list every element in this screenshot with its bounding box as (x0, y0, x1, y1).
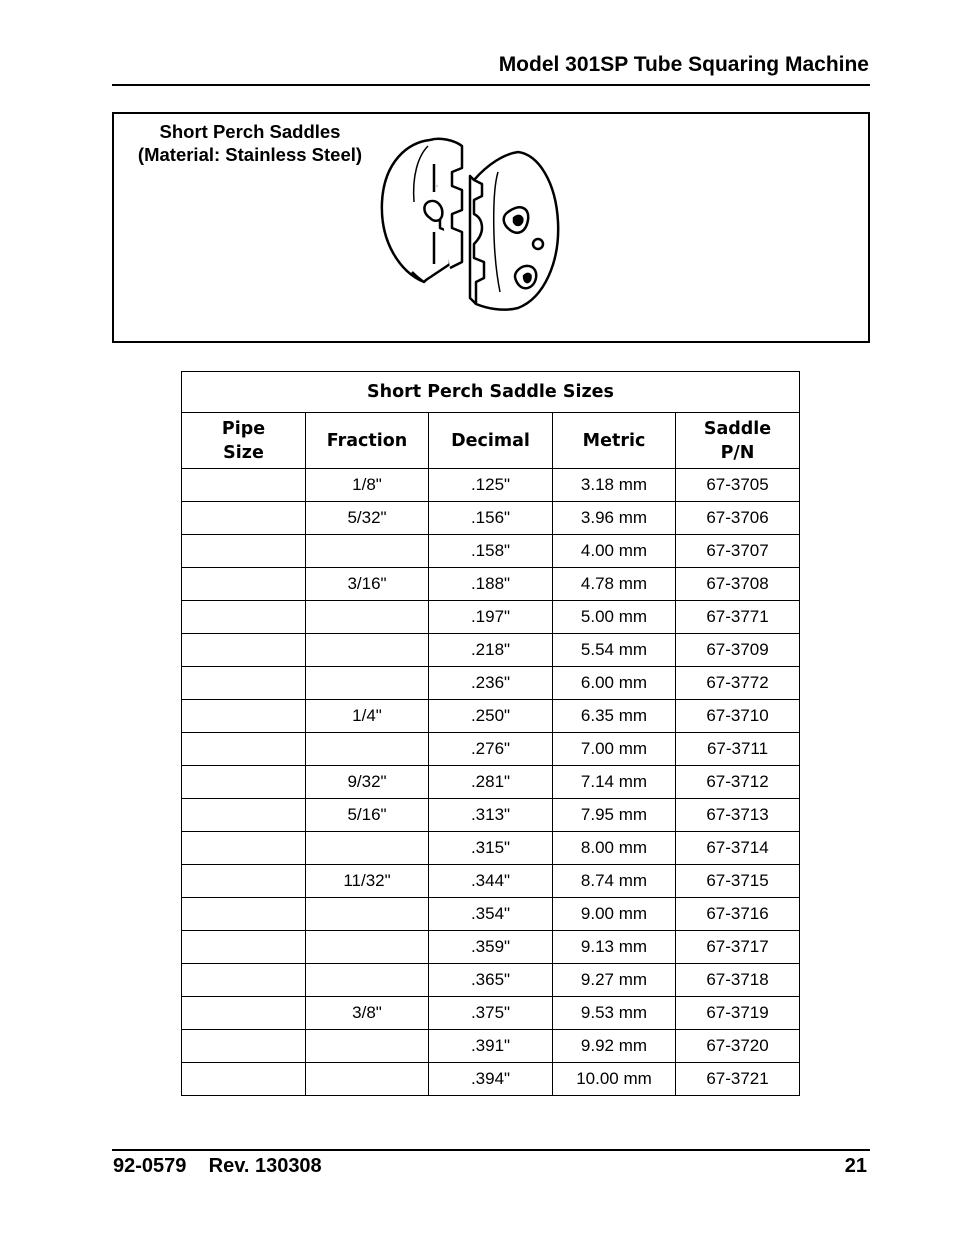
saddle-pn-cell: 67-3772 (676, 667, 800, 700)
fraction-cell (306, 832, 429, 865)
table-row (182, 469, 800, 502)
table-row (182, 964, 800, 997)
metric-cell: 8.00 mm (553, 832, 676, 865)
page-header-title: Model 301SP Tube Squaring Machine (498, 53, 869, 76)
decimal-cell: .375" (429, 997, 553, 1030)
decimal-cell: .218" (429, 634, 553, 667)
saddle-pn-cell: 67-3710 (676, 700, 800, 733)
metric-cell: 3.18 mm (553, 469, 676, 502)
decimal-cell: .315" (429, 832, 553, 865)
saddle-pn-cell: 67-3719 (676, 997, 800, 1030)
saddle-pn-cell: 67-3718 (676, 964, 800, 997)
table-row (182, 997, 800, 1030)
figure-caption-line-2: (Material: Stainless Steel) (137, 144, 363, 165)
table-row (182, 502, 800, 535)
column-header-decimal: Decimal (429, 413, 553, 469)
saddle-pn-cell: 67-3708 (676, 568, 800, 601)
metric-cell: 5.00 mm (553, 601, 676, 634)
pipe-size-cell (182, 865, 306, 898)
fraction-cell: 11/32" (306, 865, 429, 898)
decimal-cell: .281" (429, 766, 553, 799)
saddle-pn-cell: 67-3771 (676, 601, 800, 634)
column-header-saddle-pn (676, 413, 800, 469)
decimal-cell: .365" (429, 964, 553, 997)
figure-caption (126, 120, 374, 166)
saddle-pn-cell: 67-3720 (676, 1030, 800, 1063)
saddle-pn-cell: 67-3714 (676, 832, 800, 865)
pipe-size-cell (182, 931, 306, 964)
pipe-size-cell (182, 634, 306, 667)
fraction-cell: 3/16" (306, 568, 429, 601)
metric-cell: 3.96 mm (553, 502, 676, 535)
fraction-cell (306, 964, 429, 997)
pipe-size-cell (182, 799, 306, 832)
fraction-cell (306, 601, 429, 634)
header-divider (112, 84, 870, 86)
decimal-cell: .156" (429, 502, 553, 535)
saddle-drawing (378, 132, 568, 317)
decimal-cell: .197" (429, 601, 553, 634)
metric-cell: 8.74 mm (553, 865, 676, 898)
fraction-cell (306, 898, 429, 931)
pipe-size-cell (182, 1063, 306, 1096)
decimal-cell: .158" (429, 535, 553, 568)
pipe-size-cell (182, 568, 306, 601)
table-title: Short Perch Saddle Sizes (182, 372, 800, 413)
decimal-cell: .236" (429, 667, 553, 700)
fraction-cell (306, 733, 429, 766)
table-body (182, 469, 800, 1096)
metric-cell: 6.00 mm (553, 667, 676, 700)
decimal-cell: .391" (429, 1030, 553, 1063)
decimal-cell: .354" (429, 898, 553, 931)
table-row (182, 766, 800, 799)
fraction-cell: 5/16" (306, 799, 429, 832)
pipe-size-cell (182, 502, 306, 535)
saddle-pn-cell: 67-3711 (676, 733, 800, 766)
saddle-pn-cell: 67-3706 (676, 502, 800, 535)
metric-cell: 5.54 mm (553, 634, 676, 667)
decimal-cell: .344" (429, 865, 553, 898)
decimal-cell: .188" (429, 568, 553, 601)
fraction-cell (306, 931, 429, 964)
metric-cell: 9.27 mm (553, 964, 676, 997)
saddle-figure-box (112, 112, 870, 343)
saddle-pn-cell: 67-3707 (676, 535, 800, 568)
metric-cell: 9.53 mm (553, 997, 676, 1030)
decimal-cell: .313" (429, 799, 553, 832)
metric-cell: 7.95 mm (553, 799, 676, 832)
decimal-cell: .359" (429, 931, 553, 964)
footer-page-number: 21 (844, 1155, 867, 1177)
fraction-cell (306, 1030, 429, 1063)
column-header-pipe-size-text: Pipe Size (221, 418, 266, 463)
table-row (182, 799, 800, 832)
pipe-size-cell (182, 898, 306, 931)
fraction-cell (306, 535, 429, 568)
fraction-cell: 3/8" (306, 997, 429, 1030)
metric-cell: 4.00 mm (553, 535, 676, 568)
pipe-size-cell (182, 1030, 306, 1063)
table-row (182, 733, 800, 766)
table-row (182, 700, 800, 733)
table-row (182, 634, 800, 667)
decimal-cell: .394" (429, 1063, 553, 1096)
table-row (182, 1063, 800, 1096)
decimal-cell: .125" (429, 469, 553, 502)
saddle-pn-cell: 67-3715 (676, 865, 800, 898)
saddle-pn-cell: 67-3712 (676, 766, 800, 799)
table-row (182, 898, 800, 931)
table-row (182, 535, 800, 568)
pipe-size-cell (182, 535, 306, 568)
saddle-pn-cell: 67-3705 (676, 469, 800, 502)
column-header-pipe-size (182, 413, 306, 469)
table-row (182, 832, 800, 865)
saddle-pn-cell: 67-3716 (676, 898, 800, 931)
footer-divider (112, 1149, 870, 1151)
column-header-fraction: Fraction (306, 413, 429, 469)
fraction-cell: 5/32" (306, 502, 429, 535)
decimal-cell: .276" (429, 733, 553, 766)
metric-cell: 4.78 mm (553, 568, 676, 601)
saddle-pn-cell: 67-3709 (676, 634, 800, 667)
left-saddle-half (382, 139, 462, 282)
metric-cell: 7.00 mm (553, 733, 676, 766)
saddle-pn-cell: 67-3717 (676, 931, 800, 964)
fraction-cell: 1/8" (306, 469, 429, 502)
saddle-pn-cell: 67-3713 (676, 799, 800, 832)
decimal-cell: .250" (429, 700, 553, 733)
metric-cell: 6.35 mm (553, 700, 676, 733)
column-header-saddle-pn-text: Saddle P/N (703, 418, 772, 463)
metric-cell: 9.00 mm (553, 898, 676, 931)
table-row (182, 865, 800, 898)
table-row (182, 568, 800, 601)
saddle-size-table-wrapper (181, 371, 800, 1096)
pipe-size-cell (182, 700, 306, 733)
metric-cell: 10.00 mm (553, 1063, 676, 1096)
column-header-metric: Metric (553, 413, 676, 469)
pipe-size-cell (182, 766, 306, 799)
fraction-cell (306, 634, 429, 667)
right-saddle-half (470, 152, 558, 310)
figure-caption-line-1: Short Perch Saddles (159, 121, 341, 142)
pipe-size-cell (182, 601, 306, 634)
metric-cell: 9.13 mm (553, 931, 676, 964)
table-row (182, 601, 800, 634)
pipe-size-cell (182, 832, 306, 865)
fraction-cell (306, 667, 429, 700)
pipe-size-cell (182, 964, 306, 997)
footer-document-number: 92-0579 Rev. 130308 (113, 1155, 322, 1177)
pipe-size-cell (182, 667, 306, 700)
fraction-cell: 1/4" (306, 700, 429, 733)
pipe-size-cell (182, 997, 306, 1030)
saddle-pn-cell: 67-3721 (676, 1063, 800, 1096)
table-row (182, 1030, 800, 1063)
metric-cell: 9.92 mm (553, 1030, 676, 1063)
table-row (182, 667, 800, 700)
pipe-size-cell (182, 469, 306, 502)
saddle-size-table (181, 371, 800, 1096)
metric-cell: 7.14 mm (553, 766, 676, 799)
fraction-cell (306, 1063, 429, 1096)
table-row (182, 931, 800, 964)
fraction-cell: 9/32" (306, 766, 429, 799)
pipe-size-cell (182, 733, 306, 766)
